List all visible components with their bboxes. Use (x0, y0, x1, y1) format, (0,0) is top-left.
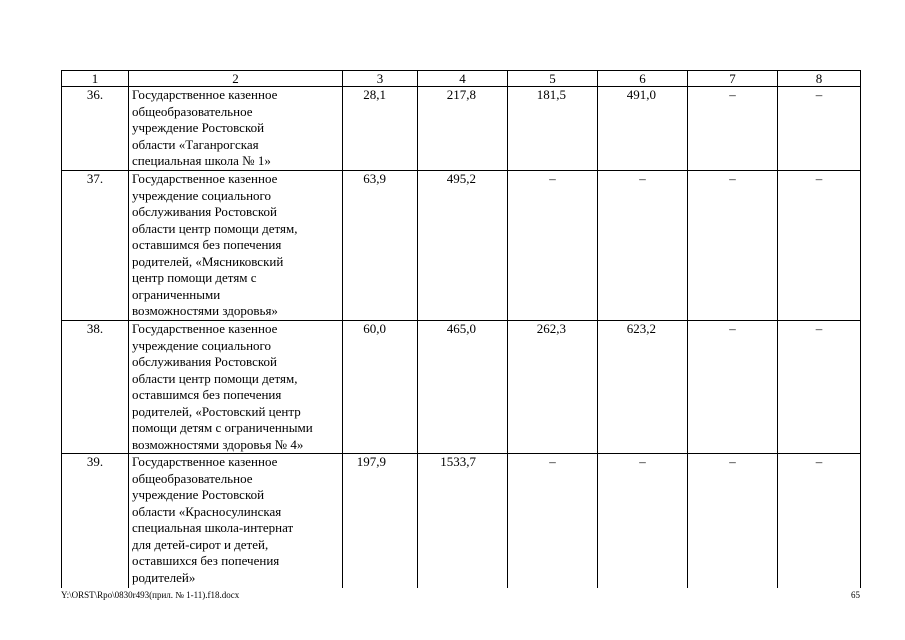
cell-col7: – (688, 454, 778, 588)
header-cell: 6 (598, 71, 688, 87)
cell-col6: – (598, 171, 688, 321)
name-line: Государственное казенное (132, 454, 278, 469)
name-line: Государственное казенное (132, 171, 278, 186)
cell-col5 (508, 87, 598, 171)
cell-col6 (598, 87, 688, 171)
institution-name (129, 87, 343, 171)
value: 491,0 (626, 87, 656, 102)
header-cell: 5 (508, 71, 598, 87)
cell-col4 (418, 171, 508, 321)
cell-col8: – (778, 87, 861, 171)
header-cell: 7 (688, 71, 778, 87)
value: 181,5 (536, 87, 566, 102)
value: 217,8 (446, 87, 476, 102)
name-line: возможностями здоровья» (132, 303, 278, 318)
name-line: обслуживания Ростовской (132, 204, 277, 219)
value: 28,1 (363, 87, 386, 102)
table-row (62, 321, 861, 454)
name-line: оставшихся без попечения (132, 553, 280, 568)
footer-file-path: Y:\ORST\Rpo\0830r493(прил. № 1-11).f18.docx (61, 590, 240, 600)
table-header-row (62, 71, 861, 87)
cell-col6: – (598, 454, 688, 588)
name-line: общеобразовательное (132, 103, 253, 119)
cell-col3 (343, 454, 418, 588)
name-line: оставшимся без попечения (132, 237, 282, 252)
cell-col7: – (688, 171, 778, 321)
name-line: оставшимся без попечения (132, 387, 282, 402)
table-row (62, 171, 861, 321)
value: 63,9 (363, 171, 386, 186)
name-line: возможностями здоровья № 4» (132, 436, 304, 452)
table-body (62, 71, 861, 588)
header-cell: 2 (129, 71, 343, 87)
cell-col3 (343, 87, 418, 171)
name-line: учреждение Ростовской (132, 120, 265, 135)
name-line: области центр помощи детям, (132, 370, 298, 386)
value: 262,3 (536, 321, 566, 336)
cell-col4 (418, 321, 508, 454)
page-number: 65 (851, 590, 860, 600)
cell-col8: – (778, 321, 861, 454)
name-line: общеобразовательное (132, 470, 253, 486)
cell-col5 (508, 321, 598, 454)
name-line: для детей-сирот и детей, (132, 536, 269, 552)
cell-col3 (343, 321, 418, 454)
name-line: родителей» (132, 569, 196, 585)
cell-col4 (418, 87, 508, 171)
institution-name (129, 454, 343, 588)
value: 1533,7 (440, 454, 476, 469)
cell-col7: – (688, 87, 778, 171)
name-line: учреждение социального (132, 337, 272, 353)
cell-col8: – (778, 171, 861, 321)
name-line: области центр помощи детям, (132, 220, 298, 236)
name-line: родителей, «Ростовский центр (132, 403, 301, 419)
name-line: специальная школа № 1» (132, 153, 271, 168)
value: 197,9 (356, 454, 386, 469)
data-table (61, 70, 861, 588)
name-line: специальная школа-интернат (132, 520, 294, 535)
institution-name (129, 171, 343, 321)
value: 623,2 (626, 321, 656, 336)
cell-col6 (598, 321, 688, 454)
cell-col4 (418, 454, 508, 588)
row-number: 38. (62, 321, 129, 454)
value: 465,0 (446, 321, 476, 336)
row-number: 39. (62, 454, 129, 588)
header-cell: 8 (778, 71, 861, 87)
row-number: 37. (62, 171, 129, 321)
cell-col3 (343, 171, 418, 321)
name-line: центр помощи детям с (132, 270, 257, 285)
institution-name (129, 321, 343, 454)
name-line: области «Красносулинская (132, 503, 282, 519)
cell-col7: – (688, 321, 778, 454)
name-line: учреждение социального (132, 187, 272, 203)
value: 495,2 (446, 171, 476, 186)
name-line: учреждение Ростовской (132, 487, 265, 502)
name-line: обслуживания Ростовской (132, 354, 277, 369)
name-line: помощи детям с ограниченными (132, 420, 313, 435)
header-cell: 4 (418, 71, 508, 87)
cell-col5: – (508, 171, 598, 321)
row-number: 36. (62, 87, 129, 171)
table-row (62, 87, 861, 171)
name-line: Государственное казенное (132, 321, 278, 336)
value: 60,0 (363, 321, 386, 336)
cell-col5: – (508, 454, 598, 588)
header-cell: 1 (62, 71, 129, 87)
name-line: области «Таганрогская (132, 136, 259, 152)
table-row (62, 454, 861, 588)
header-cell: 3 (343, 71, 418, 87)
name-line: родителей, «Мясниковский (132, 253, 284, 269)
name-line: ограниченными (132, 286, 221, 302)
name-line: Государственное казенное (132, 87, 278, 102)
cell-col8: – (778, 454, 861, 588)
